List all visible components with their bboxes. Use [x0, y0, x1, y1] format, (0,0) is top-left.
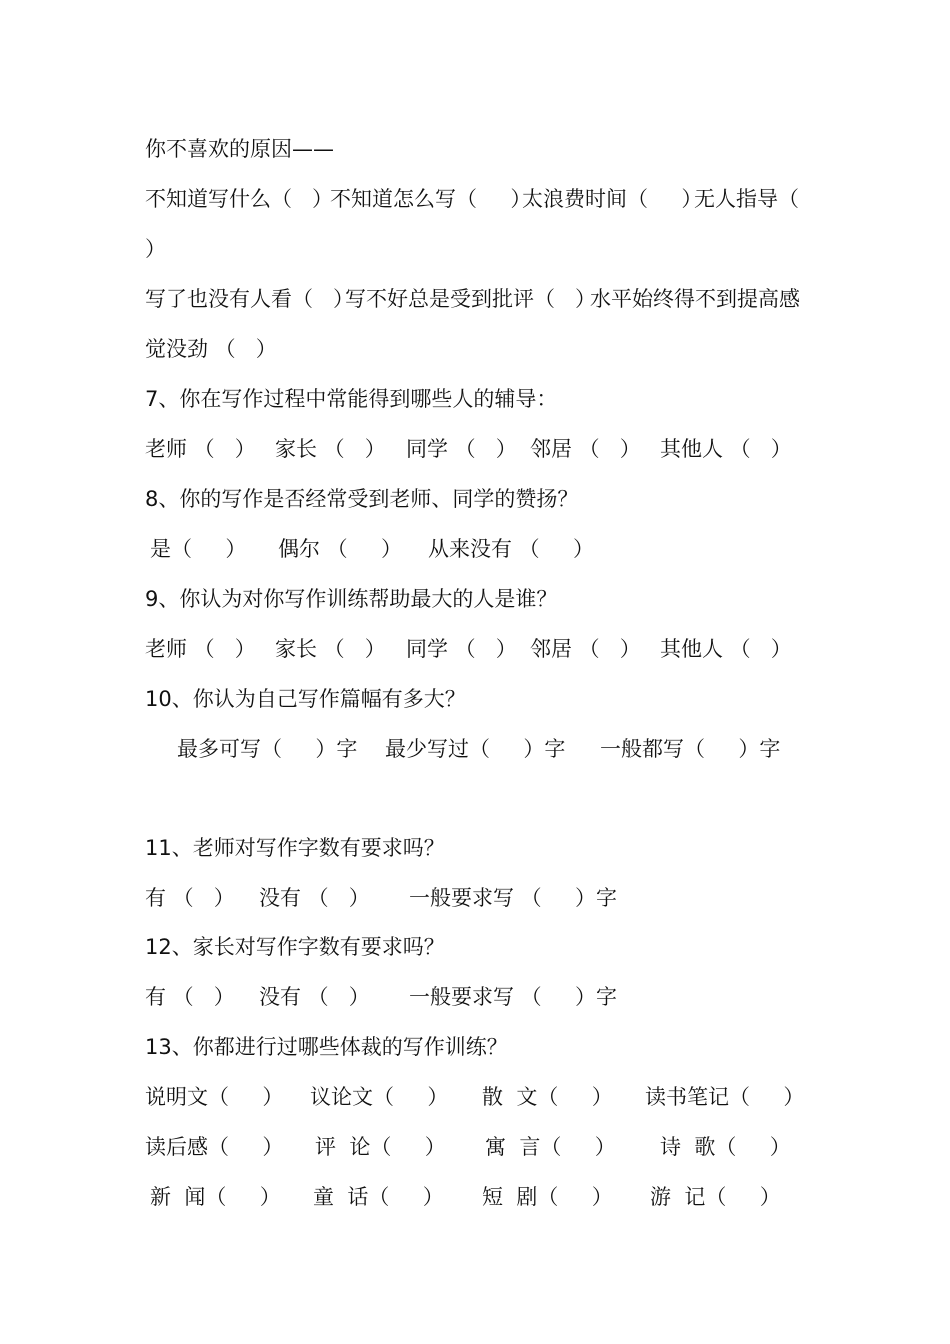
answer-option: 其他人 （ ） [660, 637, 792, 661]
genre-option: 诗 歌（ ） [660, 1135, 791, 1159]
genre-option: 游 记（ ） [650, 1185, 781, 1209]
reason-option: 不知道怎么写（ ） [330, 187, 532, 211]
reason-option: 太浪费时间（ ） [522, 187, 703, 211]
genre-option: 读书笔记（ ） [645, 1085, 805, 1109]
answer-option: 没有 （ ） [259, 985, 370, 1009]
genre-option: 读后感（ ） [145, 1135, 284, 1159]
answer-option: 偶尔 （ ） [278, 537, 403, 561]
genre-option: 说明文（ ） [145, 1085, 284, 1109]
answer-option: 最多可写（ ）字 [177, 737, 358, 761]
question-text: 11、老师对写作字数有要求吗？ [145, 836, 445, 860]
answer-option: 有 （ ） [145, 886, 235, 910]
answer-option: 邻居 （ ） [530, 637, 641, 661]
question-text: 9、你认为对你写作训练帮助最大的人是谁？ [145, 587, 558, 611]
answer-option: 同学 （ ） [406, 637, 517, 661]
question-text: 10、你认为自己写作篇幅有多大？ [145, 687, 466, 711]
genre-option: 童 话（ ） [313, 1185, 444, 1209]
reason-option: 无人指导（ [694, 187, 799, 211]
answer-option: 其他人 （ ） [660, 437, 792, 461]
reason-option-wrap: ） [145, 237, 166, 261]
answer-option: 没有 （ ） [259, 886, 370, 910]
answer-option: 同学 （ ） [406, 437, 517, 461]
genre-option: 寓 言（ ） [485, 1135, 616, 1159]
answer-option: 家长 （ ） [275, 637, 386, 661]
genre-option: 新 闻（ ） [150, 1185, 281, 1209]
genre-option: 散 文（ ） [482, 1085, 613, 1109]
question-text: 12、家长对写作字数有要求吗？ [145, 935, 445, 959]
genre-option: 议论文（ ） [310, 1085, 449, 1109]
reason-option-wrap: 觉没劲 （ ） [145, 337, 277, 361]
reason-option: 水平始终得不到提高感 [590, 287, 800, 311]
genre-option: 短 剧（ ） [482, 1185, 613, 1209]
question-text: 13、你都进行过哪些体裁的写作训练？ [145, 1035, 508, 1059]
reason-option: 写了也没有人看（ ） [145, 287, 355, 311]
genre-option: 评 论（ ） [315, 1135, 446, 1159]
answer-option: 最少写过（ ）字 [385, 737, 566, 761]
answer-option: 邻居 （ ） [530, 437, 641, 461]
answer-option: 老师 （ ） [145, 637, 256, 661]
question-text: 7、你在写作过程中常能得到哪些人的辅导： [145, 387, 558, 411]
answer-option: 家长 （ ） [275, 437, 386, 461]
answer-option: 一般要求写 （ ）字 [409, 886, 618, 910]
reason-option: 写不好总是受到批评（ ） [345, 287, 597, 311]
reason-title-text: 你不喜欢的原因—— [145, 137, 334, 161]
answer-option: 从来没有 （ ） [428, 537, 595, 561]
answer-option: 一般都写（ ）字 [600, 737, 781, 761]
reason-option: 不知道写什么（ ） [145, 187, 334, 211]
answer-option: 老师 （ ） [145, 437, 256, 461]
question-text: 8、你的写作是否经常受到老师、同学的赞扬？ [145, 487, 579, 511]
answer-option: 是（ ） [150, 537, 247, 561]
answer-option: 一般要求写 （ ）字 [409, 985, 618, 1009]
answer-option: 有 （ ） [145, 985, 235, 1009]
